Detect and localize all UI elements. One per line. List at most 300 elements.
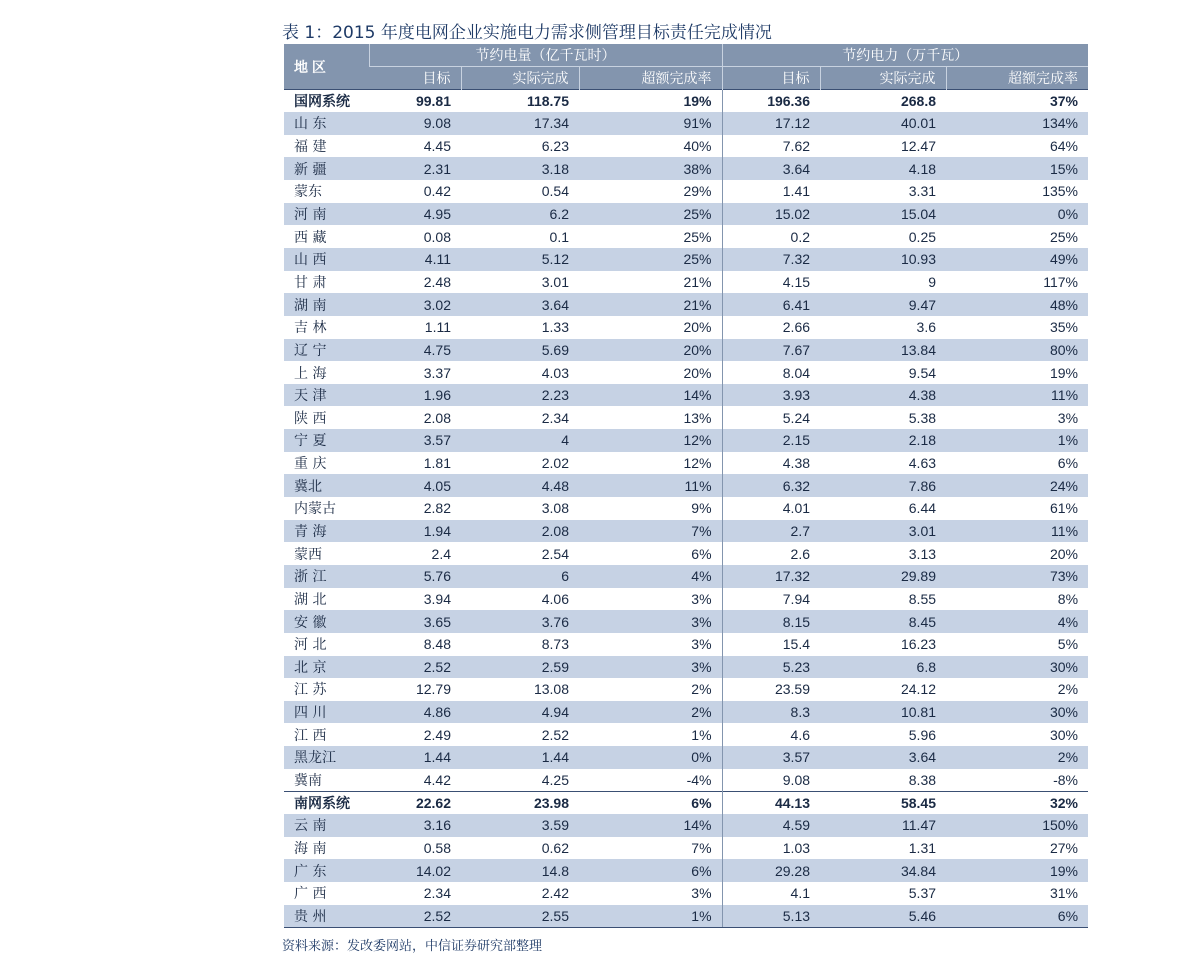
power-target-cell: 29.28 (722, 859, 820, 882)
power-actual-cell: 5.37 (908, 885, 937, 902)
energy-rate-cell: 6% (691, 862, 712, 879)
energy-actual-cell: 4 (561, 432, 569, 449)
region-cell: 江 苏 (294, 682, 327, 699)
power-rate-cell: 64% (1049, 138, 1079, 155)
power-rate-header: 超额完成率 (946, 67, 1088, 90)
energy-rate-cell: 3% (691, 590, 712, 607)
power-rate-cell: 27% (1049, 839, 1079, 856)
region-cell: 北 京 (294, 659, 327, 676)
power-actual-cell: 11.47 (902, 817, 937, 834)
energy-target-cell: 3.37 (423, 364, 451, 381)
power-actual-cell: 5.46 (820, 905, 946, 928)
power-target-cell: 8.04 (722, 361, 820, 384)
power-rate-cell: 5% (1057, 636, 1079, 653)
power-rate-cell: 3% (1057, 409, 1079, 426)
region-cell: 河 北 (294, 637, 327, 654)
power-rate-cell: 4% (1057, 613, 1079, 630)
power-actual-cell: 34.84 (900, 862, 937, 879)
region-cell: 湖 南 (294, 297, 327, 314)
power-actual-cell: 58.45 (820, 791, 946, 814)
region-cell: 冀北 (294, 478, 322, 495)
power-rate-cell: 0% (1057, 206, 1079, 223)
energy-rate-cell: 12% (683, 432, 712, 449)
table-row (284, 361, 1088, 384)
energy-rate-cell: 6% (579, 791, 722, 814)
power-rate-cell: 11% (1051, 522, 1079, 539)
power-target-cell: 15.02 (722, 203, 820, 226)
energy-rate-cell: 3% (691, 658, 712, 675)
power-actual-cell: 4.38 (908, 387, 937, 404)
table-row (284, 723, 1088, 746)
power-actual-cell: 3.64 (908, 749, 937, 766)
energy-actual-cell: 8.73 (541, 636, 569, 653)
power-rate-cell: 150% (1042, 817, 1079, 834)
power-target-cell: 2.66 (722, 316, 820, 339)
power-actual-cell: 2.18 (908, 432, 937, 449)
power-actual-cell: 9 (928, 273, 937, 290)
power-actual-cell: 5.38 (908, 409, 937, 426)
table-row (284, 882, 1088, 905)
energy-target-cell: 2.08 (423, 409, 451, 426)
energy-rate-cell: 25% (683, 251, 712, 268)
power-target-cell: 4.59 (722, 814, 820, 837)
energy-target-cell: 1.81 (423, 455, 451, 472)
region-cell: 广 东 (294, 863, 327, 880)
table-row (284, 384, 1088, 407)
energy-actual-cell: 6.23 (541, 138, 569, 155)
power-target-cell: 7.67 (722, 339, 820, 362)
energy-actual-cell: 4.25 (541, 771, 569, 788)
energy-actual-cell: 4.94 (541, 704, 569, 721)
energy-target-cell: 3.16 (423, 817, 451, 834)
region-cell: 辽 宁 (294, 342, 327, 359)
power-target-cell: 5.23 (722, 656, 820, 679)
region-cell: 新 疆 (294, 161, 327, 178)
energy-rate-cell: 3% (691, 613, 712, 630)
power-actual-cell: 268.8 (820, 90, 946, 113)
power-target-cell: 1.03 (722, 837, 820, 860)
power-rate-cell: 2% (1057, 681, 1079, 698)
power-target-cell: 8.15 (722, 610, 820, 633)
energy-rate-cell: 14% (683, 387, 712, 404)
energy-actual-cell: 14.8 (541, 862, 569, 879)
table-header (284, 44, 1088, 90)
energy-rate-cell: 3% (691, 636, 712, 653)
energy-actual-cell: 1.44 (541, 749, 569, 766)
energy-target-cell: 2.52 (369, 905, 461, 928)
energy-rate-cell: 12% (683, 455, 712, 472)
region-cell: 浙 江 (294, 569, 327, 586)
region-cell: 甘 肃 (294, 274, 327, 291)
region-cell: 湖 北 (294, 591, 327, 608)
energy-rate-cell: 21% (683, 296, 712, 313)
power-target-cell: 5.24 (722, 406, 820, 429)
power-actual-cell: 8.55 (908, 590, 937, 607)
energy-target-cell: 4.86 (423, 704, 451, 721)
power-actual-cell: 9.54 (908, 364, 937, 381)
power-rate-cell: 11% (1051, 387, 1079, 404)
table-row (284, 565, 1088, 588)
region-cell: 广 西 (294, 886, 327, 903)
region-cell: 云 南 (294, 818, 327, 835)
table-row (284, 837, 1088, 860)
energy-target-cell: 1.96 (423, 387, 451, 404)
region-cell: 冀南 (294, 772, 322, 789)
power-actual-cell: 29.89 (900, 568, 937, 585)
table-row (284, 588, 1088, 611)
energy-target-cell: 2.82 (423, 500, 451, 517)
region-cell: 天 津 (294, 388, 327, 405)
power-actual-cell: 16.23 (900, 636, 937, 653)
energy-rate-cell: 11% (684, 477, 712, 494)
energy-target-cell: 14.02 (415, 862, 451, 879)
table-row (284, 610, 1088, 633)
energy-actual-cell: 5.69 (541, 341, 569, 358)
power-rate-cell: 134% (1042, 115, 1079, 132)
power-target-cell: 9.08 (722, 769, 820, 792)
power-actual-cell: 13.84 (900, 341, 937, 358)
table-row (284, 452, 1088, 475)
region-cell: 陕 西 (294, 410, 327, 427)
energy-target-cell: 0.58 (423, 839, 451, 856)
region-cell: 四 川 (294, 705, 327, 722)
table-row (284, 157, 1088, 180)
power-actual-cell: 7.86 (908, 477, 937, 494)
power-actual-cell: 6.44 (908, 500, 937, 517)
region-column-header: 地 区 (284, 44, 369, 90)
energy-actual-cell: 2.42 (541, 885, 569, 902)
energy-target-cell: 12.79 (415, 681, 451, 698)
power-actual-cell: 10.93 (900, 251, 937, 268)
energy-actual-cell: 17.34 (533, 115, 569, 132)
power-rate-cell: 15% (1049, 160, 1079, 177)
energy-target-cell: 1.44 (423, 749, 451, 766)
energy-rate-cell: 7% (691, 839, 712, 856)
region-cell: 吉 林 (294, 320, 327, 337)
energy-target-cell: 3.94 (423, 590, 451, 607)
table-row (284, 429, 1088, 452)
energy-rate-cell: 7% (691, 522, 712, 539)
power-target-cell: 5.13 (722, 905, 820, 928)
energy-target-cell: 4.95 (423, 206, 451, 223)
region-cell: 海 南 (294, 840, 327, 857)
region-cell: 江 西 (294, 727, 327, 744)
table-total-row (284, 791, 1088, 814)
energy-savings-group-header: 节约电量（亿千瓦时） (369, 44, 722, 67)
power-rate-cell: 2% (1057, 749, 1079, 766)
table-row (284, 316, 1088, 339)
table-row (284, 225, 1088, 248)
region-cell: 福 建 (294, 139, 327, 156)
power-rate-cell: 30% (1049, 704, 1079, 721)
energy-actual-cell: 0.54 (541, 183, 569, 200)
power-rate-cell: 32% (946, 791, 1088, 814)
power-actual-cell: 6.8 (916, 658, 937, 675)
power-target-cell: 1.41 (722, 180, 820, 203)
energy-actual-cell: 5.12 (541, 251, 569, 268)
power-target-cell: 4.1 (722, 882, 820, 905)
energy-target-cell: 99.81 (369, 90, 461, 113)
power-rate-cell: 20% (1049, 545, 1079, 562)
table-row (284, 203, 1088, 226)
power-rate-cell: 8% (1057, 590, 1079, 607)
power-rate-cell: 80% (1049, 341, 1079, 358)
power-target-cell: 44.13 (722, 791, 820, 814)
table-row (284, 656, 1088, 679)
table-row (284, 112, 1088, 135)
energy-rate-cell: 20% (683, 364, 712, 381)
table-title: 表 1：2015 年度电网企业实施电力需求侧管理目标责任完成情况 (282, 23, 772, 43)
energy-target-cell: 2.48 (423, 273, 451, 290)
energy-rate-cell: 91% (683, 115, 712, 132)
dsm-target-table (284, 44, 1088, 928)
energy-rate-cell: 20% (683, 319, 712, 336)
power-target-cell: 7.32 (722, 248, 820, 271)
table-row (284, 248, 1088, 271)
power-actual-cell: 15.04 (900, 206, 937, 223)
power-target-cell: 23.59 (722, 678, 820, 701)
energy-target-cell: 3.65 (423, 613, 451, 630)
region-cell: 河 南 (294, 207, 327, 224)
power-target-cell: 4.15 (722, 271, 820, 294)
energy-target-cell: 2.31 (423, 160, 451, 177)
power-target-cell: 3.93 (722, 384, 820, 407)
power-actual-header: 实际完成 (820, 67, 946, 90)
energy-target-cell: 5.76 (423, 568, 451, 585)
power-actual-cell: 10.81 (900, 704, 937, 721)
energy-target-cell: 2.34 (423, 885, 451, 902)
energy-target-cell: 22.62 (369, 791, 461, 814)
table-row (284, 474, 1088, 497)
energy-actual-cell: 3.76 (541, 613, 569, 630)
power-target-cell: 8.3 (722, 701, 820, 724)
energy-target-cell: 1.11 (424, 319, 451, 336)
table-row (284, 339, 1088, 362)
energy-target-cell: 0.08 (423, 228, 451, 245)
energy-actual-cell: 2.55 (461, 905, 579, 928)
power-actual-cell: 12.47 (900, 138, 937, 155)
table-row (284, 769, 1088, 792)
energy-rate-header: 超额完成率 (579, 67, 722, 90)
power-actual-cell: 8.38 (908, 771, 937, 788)
energy-target-cell: 2.49 (423, 726, 451, 743)
table-row (284, 701, 1088, 724)
power-target-cell: 17.32 (722, 565, 820, 588)
power-target-cell: 6.41 (722, 293, 820, 316)
power-rate-cell: -8% (1053, 771, 1079, 788)
power-actual-cell: 40.01 (900, 115, 937, 132)
energy-target-cell: 9.08 (423, 115, 451, 132)
energy-target-cell: 3.57 (423, 432, 451, 449)
region-cell: 西 藏 (294, 229, 327, 246)
energy-rate-cell: 20% (683, 341, 712, 358)
region-cell: 山 东 (294, 116, 327, 133)
power-target-cell: 7.94 (722, 588, 820, 611)
energy-actual-cell: 6 (561, 568, 569, 585)
region-cell: 国网系统 (284, 90, 369, 113)
power-target-cell: 6.32 (722, 474, 820, 497)
power-target-cell: 2.15 (722, 429, 820, 452)
power-rate-cell: 19% (1049, 364, 1079, 381)
power-target-cell: 7.62 (722, 135, 820, 158)
region-cell: 重 庆 (294, 456, 327, 473)
energy-rate-cell: 2% (691, 681, 712, 698)
energy-actual-cell: 2.02 (541, 455, 569, 472)
power-rate-cell: 61% (1049, 500, 1079, 517)
energy-target-cell: 2.4 (431, 545, 451, 562)
power-actual-cell: 5.96 (908, 726, 937, 743)
table-row (284, 497, 1088, 520)
power-actual-cell: 1.31 (908, 839, 937, 856)
table-row (284, 859, 1088, 882)
energy-actual-cell: 6.2 (549, 206, 569, 223)
power-rate-cell: 30% (1049, 658, 1079, 675)
energy-actual-cell: 4.03 (541, 364, 569, 381)
power-actual-cell: 4.18 (908, 160, 937, 177)
power-rate-cell: 135% (1042, 183, 1079, 200)
energy-rate-cell: 9% (691, 500, 712, 517)
power-target-cell: 4.38 (722, 452, 820, 475)
table-body (284, 90, 1088, 928)
power-rate-cell: 117% (1043, 273, 1079, 290)
energy-actual-cell: 13.08 (533, 681, 569, 698)
table-row (284, 814, 1088, 837)
power-actual-cell: 0.25 (908, 228, 937, 245)
energy-target-cell: 1.94 (423, 522, 451, 539)
power-rate-cell: 6% (1057, 455, 1079, 472)
energy-rate-cell: 1% (579, 905, 722, 928)
power-actual-cell: 3.31 (908, 183, 937, 200)
energy-rate-cell: 4% (691, 568, 712, 585)
power-actual-cell: 3.6 (916, 319, 937, 336)
energy-target-cell: 0.42 (423, 183, 451, 200)
power-target-cell: 2.6 (722, 542, 820, 565)
power-rate-cell: 30% (1049, 726, 1079, 743)
table-row (284, 271, 1088, 294)
energy-target-cell: 4.05 (423, 477, 451, 494)
power-target-cell: 17.12 (722, 112, 820, 135)
energy-actual-cell: 2.23 (541, 387, 569, 404)
power-rate-cell: 73% (1049, 568, 1079, 585)
power-actual-cell: 3.01 (908, 522, 937, 539)
energy-rate-cell: 1% (691, 726, 712, 743)
energy-actual-cell: 4.48 (541, 477, 569, 494)
table-row (284, 746, 1088, 769)
region-cell: 上 海 (294, 365, 327, 382)
table-row (284, 678, 1088, 701)
energy-target-cell: 8.48 (423, 636, 451, 653)
region-cell: 蒙东 (294, 184, 322, 201)
power-rate-cell: 31% (1049, 885, 1079, 902)
table-row (284, 180, 1088, 203)
power-rate-cell: 1% (1057, 432, 1079, 449)
table-row (284, 542, 1088, 565)
region-cell: 内蒙古 (294, 501, 336, 518)
table-row (284, 135, 1088, 158)
table-row (284, 406, 1088, 429)
table-row (284, 520, 1088, 543)
energy-target-cell: 4.45 (423, 138, 451, 155)
energy-rate-cell: 6% (691, 545, 712, 562)
energy-actual-cell: 1.33 (541, 319, 569, 336)
power-actual-cell: 9.47 (908, 296, 937, 313)
table-total-row (284, 90, 1088, 113)
energy-actual-cell: 0.1 (549, 228, 569, 245)
power-rate-cell: 25% (1049, 228, 1079, 245)
energy-rate-cell: 21% (683, 273, 712, 290)
power-rate-cell: 24% (1049, 477, 1079, 494)
energy-target-cell: 4.75 (423, 341, 451, 358)
energy-actual-cell: 3.01 (541, 273, 569, 290)
energy-rate-cell: 40% (683, 138, 712, 155)
power-target-cell: 3.64 (722, 157, 820, 180)
region-cell: 青 海 (294, 523, 327, 540)
energy-rate-cell: 38% (683, 160, 712, 177)
power-target-cell: 2.7 (722, 520, 820, 543)
energy-rate-cell: -4% (686, 771, 712, 788)
power-target-cell: 3.57 (722, 746, 820, 769)
energy-rate-cell: 3% (691, 885, 712, 902)
power-target-header: 目标 (722, 67, 820, 90)
energy-actual-cell: 2.52 (541, 726, 569, 743)
region-cell: 安 徽 (294, 614, 327, 631)
energy-target-cell: 2.52 (423, 658, 451, 675)
power-savings-group-header: 节约电力（万千瓦） (722, 44, 1088, 67)
power-rate-cell: 35% (1049, 319, 1079, 336)
energy-target-cell: 4.11 (424, 251, 451, 268)
energy-target-cell: 4.42 (423, 771, 451, 788)
power-target-cell: 0.2 (722, 225, 820, 248)
energy-actual-cell: 2.59 (541, 658, 569, 675)
energy-rate-cell: 13% (683, 409, 712, 426)
energy-target-header: 目标 (369, 67, 461, 90)
energy-target-cell: 3.02 (423, 296, 451, 313)
power-target-cell: 15.4 (722, 633, 820, 656)
power-target-cell: 4.01 (722, 497, 820, 520)
energy-actual-cell: 118.75 (461, 90, 579, 113)
power-rate-cell: 49% (1049, 251, 1079, 268)
power-target-cell: 4.6 (722, 723, 820, 746)
energy-rate-cell: 14% (683, 817, 712, 834)
region-cell: 黑龙江 (294, 750, 336, 767)
table-row (284, 905, 1088, 928)
power-target-cell: 196.36 (722, 90, 820, 113)
region-cell: 蒙西 (294, 546, 322, 563)
energy-actual-cell: 4.06 (541, 590, 569, 607)
power-rate-cell: 6% (946, 905, 1088, 928)
power-actual-cell: 3.13 (908, 545, 937, 562)
power-rate-cell: 19% (1049, 862, 1079, 879)
energy-actual-cell: 2.54 (541, 545, 569, 562)
power-actual-cell: 4.63 (908, 455, 937, 472)
table-row (284, 633, 1088, 656)
energy-rate-cell: 0% (691, 749, 712, 766)
energy-rate-cell: 25% (683, 228, 712, 245)
energy-rate-cell: 2% (691, 704, 712, 721)
region-cell: 南网系统 (284, 791, 369, 814)
energy-actual-cell: 3.08 (541, 500, 569, 517)
source-note: 资料来源：发改委网站，中信证券研究部整理 (282, 939, 543, 954)
energy-rate-cell: 29% (683, 183, 712, 200)
energy-actual-cell: 0.62 (541, 839, 569, 856)
energy-actual-cell: 3.18 (541, 160, 569, 177)
energy-rate-cell: 19% (579, 90, 722, 113)
table-row (284, 293, 1088, 316)
energy-actual-cell: 3.59 (541, 817, 569, 834)
energy-actual-cell: 23.98 (461, 791, 579, 814)
power-rate-cell: 37% (946, 90, 1088, 113)
region-cell: 贵 州 (284, 905, 369, 928)
